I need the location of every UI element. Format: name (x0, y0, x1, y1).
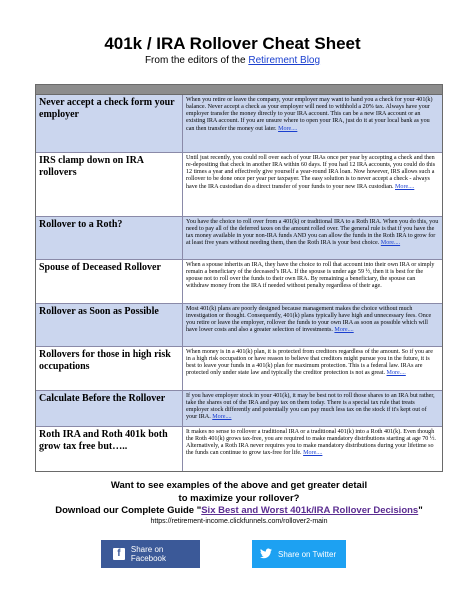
table-row (36, 304, 442, 347)
row-heading: Rollover to a Roth? (36, 217, 183, 259)
row-text: Until just recently, you could roll over each of your IRAs once per year by accepting a check and then re-depositing that check in another IRA within 60 days. If you had 12 IRA accounts, you could do this 12 times a year and effectively give yourself a year-round IRA loan. Now however, IRS allows such a rollover to be done once per year per taxpayer. The easy solution is to never accept a check - always have the IRA custodian do a direct transfer of your funds to your new IRA custodian. (186, 155, 436, 190)
more-link[interactable]: More.... (278, 125, 298, 132)
row-body (183, 304, 442, 346)
row-body (183, 391, 442, 426)
subtitle-prefix: From the editors of the (144, 55, 249, 66)
row-heading: Calculate Before the Rollover (36, 391, 183, 426)
table-row (36, 153, 442, 217)
row-body (183, 217, 442, 259)
row-heading: IRS clamp down on IRA rollovers (36, 153, 183, 216)
row-body (183, 153, 442, 216)
cta-line-2: to maximize your rollover? (178, 492, 300, 504)
more-link[interactable]: More.... (380, 240, 401, 247)
share-on-facebook-button[interactable] (101, 540, 200, 568)
twitter-label: Share on Twitter (278, 549, 337, 559)
row-text: When you retire or leave the company, your employer may want to hand you a check for your 401(k) balance. Never accept a check as your employer will need to withhold a 20% tax. Always have your employer transfer the money directly to your IRA account. This can be a new IRA account or an existing IRA account. If you are unsure where to open your IRA, just do it at your local bank as you can then transfer the money out later. (186, 97, 433, 132)
facebook-icon: f (113, 548, 125, 560)
row-body (183, 347, 442, 390)
facebook-label: Share on Facebook (130, 545, 167, 563)
table-row (36, 260, 442, 304)
more-link[interactable]: More.... (386, 370, 406, 377)
table-row (36, 95, 442, 153)
table-header-bar (36, 85, 442, 95)
row-body (183, 95, 442, 152)
twitter-bird-icon (260, 548, 272, 560)
table-row (36, 427, 442, 471)
table-row (36, 347, 442, 391)
row-heading: Rollover as Soon as Possible (36, 304, 183, 346)
more-link[interactable]: More.... (212, 414, 232, 421)
row-body (183, 260, 442, 303)
guide-url[interactable]: https://retirement-income.clickfunnels.com/rollover2-main (150, 518, 328, 525)
row-heading: Roth IRA and Roth 401k both grow tax free but….. (36, 427, 183, 471)
row-heading: Spouse of Deceased Rollover (36, 260, 183, 303)
cta-suffix: " (418, 505, 423, 516)
retirement-blog-link[interactable]: Retirement Blog (248, 55, 321, 66)
row-body (183, 427, 442, 471)
cta-line-3 (35, 505, 443, 518)
share-on-twitter-button[interactable] (252, 540, 346, 568)
row-text: Most 401(k) plans are poorly designed because management makes the choice without much investigation or thought. Consequently, 401(k) plans typically have high and unnecessary fees. Once you retire or leave the employer, rollover the funds to your own IRA as soon as possible which will have lower costs and also a greater selection of investments. (186, 306, 432, 334)
more-link[interactable]: More.... (303, 450, 323, 457)
row-text: When a spouse inherits an IRA, they have the choice to roll that account into their own IRA or simply remain a beneficiary of the deceased’s IRA. If the spouse is under age 59 ½, then it is best for the spouse not to roll over the funds to their own IRA. By remaining a beneficiary, the spouse can withdraw money from the IRA if needed without penalty regardless of their age. (186, 262, 435, 290)
table-row (36, 217, 442, 260)
page-title: 401k / IRA Rollover Cheat Sheet (104, 34, 361, 53)
cta-prefix: Download our Complete Guide " (55, 505, 202, 516)
row-text: You have the choice to roll over from a 401(k) or traditional IRA to a Roth IRA. When you do this, you need to pay all of the deferred taxes on the amount rolled over. The general rule is that if you have the tax money available in your non-IRA funds AND you can allow the funds in the Roth IRA to grow for at least five years without needing them, then the Roth IRA is your best choice. (186, 219, 439, 247)
row-text: If you have employer stock in your 401(k), it may be best not to roll those shares to an IRA but rather, take the shares out of the IRA and pay tax on them today. There is a special tax rule that treats employer stock differently and potentially you can pay much less tax on the stock if it's kept out of your IRA. (186, 393, 435, 421)
page-subtitle (0, 55, 465, 66)
more-link[interactable]: More.... (334, 327, 354, 334)
twitter-bird-svg (260, 548, 272, 559)
table-row (36, 391, 442, 427)
row-heading: Rollovers for those in high risk occupations (36, 347, 183, 390)
cheat-sheet-table (35, 84, 443, 472)
download-guide-callout (35, 480, 443, 518)
row-text: It makes no sense to rollover a traditional IRA or a traditional 401(k) into a Roth 401(k). Even though the Roth 401(k) grows tax-free, you are required to make mandatory distributions starting at age 70 ½. Alternatively, a Roth IRA never requires you to make mandatory distributions during your lifetime so the funds can continue to grow tax-free for life. (186, 429, 436, 457)
cta-line-1: Want to see examples of the above and get greater detail (110, 480, 368, 491)
row-heading: Never accept a check form your employer (36, 95, 183, 152)
guide-download-link[interactable]: Six Best and Worst 401k/IRA Rollover Decisions (201, 505, 419, 516)
more-link[interactable]: More.... (395, 183, 415, 190)
row-text: When money is in a 401(k) plan, it is protected from creditors regardless of the amount. So if you are in a high risk occupation or have reason to believe that creditors might pursue you in the future, it is best to leave your funds in a 401(k) plan for maximum protection. This is a federal law. IRAs are protected only under state law and typically the creditor protection is not as great. (186, 349, 433, 377)
